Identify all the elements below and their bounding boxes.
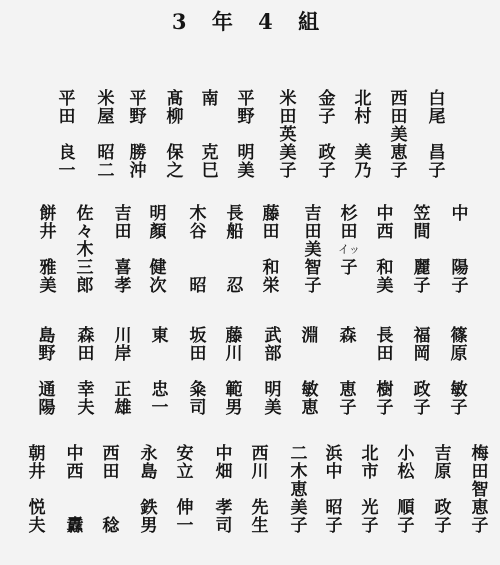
- name-character: 川: [251, 462, 269, 482]
- student-name: [30, 327, 64, 417]
- student-name: [207, 445, 241, 535]
- student-name: [389, 445, 423, 535]
- name-character: 纛: [66, 516, 84, 536]
- name-character: 北: [354, 89, 372, 109]
- name-character: [58, 126, 76, 144]
- student-name: [158, 90, 192, 180]
- name-character: 忠: [151, 380, 169, 400]
- name-character: 健: [149, 258, 167, 278]
- name-character: 一: [151, 398, 169, 418]
- name-character: [264, 363, 282, 381]
- name-character: 智: [304, 258, 322, 278]
- name-character: [354, 126, 372, 144]
- name-character: 川: [225, 344, 243, 364]
- name-character: 田: [58, 107, 76, 127]
- name-character: [413, 363, 431, 381]
- name-character: [301, 363, 319, 381]
- name-character: 笠: [413, 204, 431, 224]
- name-character: [166, 126, 184, 144]
- student-name: [69, 327, 103, 417]
- student-name: [141, 205, 175, 295]
- name-character: 美: [264, 398, 282, 418]
- name-character: 北: [361, 444, 379, 464]
- name-character: 男: [225, 398, 243, 418]
- name-character: 良: [58, 143, 76, 163]
- name-character: 陽: [451, 258, 469, 278]
- name-character: 子: [450, 398, 468, 418]
- name-character: [38, 363, 56, 381]
- name-character: 伸: [176, 498, 194, 518]
- name-character: 子: [290, 516, 308, 536]
- name-character: 美: [304, 240, 322, 260]
- name-character: 々: [76, 222, 94, 242]
- name-character: 子: [279, 161, 297, 181]
- student-name: [58, 445, 92, 535]
- name-character: [151, 345, 169, 363]
- name-character: [140, 481, 158, 499]
- name-character: 子: [340, 258, 358, 278]
- name-character: [376, 241, 394, 259]
- name-character: 畑: [215, 462, 233, 482]
- name-character: 沖: [129, 161, 147, 181]
- name-character: [114, 241, 132, 259]
- name-character: 敏: [450, 380, 468, 400]
- student-name: [94, 445, 128, 535]
- name-character: 原: [434, 462, 452, 482]
- name-character: [66, 481, 84, 499]
- name-character: [339, 345, 357, 363]
- name-character: 恵: [390, 143, 408, 163]
- student-name: [368, 327, 402, 417]
- name-character: 長: [226, 204, 244, 224]
- student-name: [332, 205, 366, 295]
- name-character: 巳: [201, 161, 219, 181]
- name-character: 三: [76, 258, 94, 278]
- name-character: 子: [413, 398, 431, 418]
- name-character: 勝: [129, 143, 147, 163]
- student-name: [218, 205, 252, 295]
- name-character: [339, 363, 357, 381]
- name-character: 藤: [262, 204, 280, 224]
- name-character: 中: [66, 444, 84, 464]
- name-character: [149, 241, 167, 259]
- student-name: [331, 327, 365, 417]
- name-character: 子: [413, 276, 431, 296]
- name-character: 子: [376, 398, 394, 418]
- name-character: 佐: [76, 204, 94, 224]
- name-character: 野: [237, 107, 255, 127]
- student-name: [181, 205, 215, 295]
- name-character: 梅: [471, 444, 489, 464]
- student-row: [0, 90, 500, 210]
- name-character: 麗: [413, 258, 431, 278]
- name-character: 田: [279, 107, 297, 127]
- name-character: 政: [434, 498, 452, 518]
- name-character: 恵: [339, 380, 357, 400]
- name-character: 髙: [166, 89, 184, 109]
- student-name: [50, 90, 84, 180]
- name-character: 子: [451, 276, 469, 296]
- student-name: [317, 445, 351, 535]
- name-character: 米: [97, 89, 115, 109]
- name-character: 雅: [39, 258, 57, 278]
- name-character: 政: [413, 380, 431, 400]
- name-character: 井: [39, 222, 57, 242]
- name-character: 田: [262, 222, 280, 242]
- name-character: 克: [201, 143, 219, 163]
- student-name: [296, 205, 330, 295]
- name-character: [28, 481, 46, 499]
- name-character: [237, 126, 255, 144]
- student-name: [143, 327, 177, 417]
- name-character: 福: [413, 326, 431, 346]
- name-character: 司: [215, 516, 233, 536]
- student-name: [282, 445, 316, 535]
- student-name: [229, 90, 263, 180]
- name-character: 孝: [215, 498, 233, 518]
- name-character: [102, 499, 120, 517]
- name-character: 通: [38, 380, 56, 400]
- name-character: 野: [129, 107, 147, 127]
- name-character: [413, 241, 431, 259]
- name-character: 子: [361, 516, 379, 536]
- name-character: 木: [189, 204, 207, 224]
- name-character: [428, 126, 446, 144]
- name-character: 明: [237, 143, 255, 163]
- name-character: 中: [376, 204, 394, 224]
- name-character: 子: [434, 516, 452, 536]
- name-character: 恵: [290, 480, 308, 500]
- name-character: 恵: [301, 398, 319, 418]
- name-character: 子: [339, 398, 357, 418]
- name-character: 子: [390, 161, 408, 181]
- student-name: [121, 90, 155, 180]
- name-character: 田: [77, 344, 95, 364]
- name-character: 尾: [428, 107, 446, 127]
- name-character: 夫: [28, 516, 46, 536]
- name-character: 岡: [413, 344, 431, 364]
- name-character: 松: [397, 462, 415, 482]
- name-character: 平: [237, 89, 255, 109]
- name-character: 安: [176, 444, 194, 464]
- name-character: 栄: [262, 276, 280, 296]
- name-character: 平: [129, 89, 147, 109]
- name-character: 悦: [28, 498, 46, 518]
- student-name: [405, 205, 439, 295]
- name-character: 西: [251, 444, 269, 464]
- name-character: [176, 481, 194, 499]
- name-character: 船: [226, 222, 244, 242]
- student-name: [271, 90, 305, 180]
- name-character: [361, 481, 379, 499]
- name-character: 智: [471, 480, 489, 500]
- name-character: 子: [304, 276, 322, 296]
- name-character: [77, 363, 95, 381]
- name-character: 美: [290, 498, 308, 518]
- name-character: 顏: [149, 222, 167, 242]
- name-character: 杉: [340, 204, 358, 224]
- name-character: 西: [376, 222, 394, 242]
- name-character: [226, 241, 244, 259]
- name-character: [215, 481, 233, 499]
- name-character: 和: [262, 258, 280, 278]
- name-character: 美: [237, 161, 255, 181]
- name-character: 田: [390, 107, 408, 127]
- name-character: [39, 241, 57, 259]
- name-character: 雄: [114, 398, 132, 418]
- name-character: [225, 363, 243, 381]
- name-character: 平: [58, 89, 76, 109]
- student-name: [293, 327, 327, 417]
- name-character: 忍: [226, 276, 244, 296]
- name-character: 小: [397, 444, 415, 464]
- name-character: [325, 481, 343, 499]
- student-name: [168, 445, 202, 535]
- student-name: [346, 90, 380, 180]
- name-character: 昭: [189, 276, 207, 296]
- student-name: [193, 90, 227, 180]
- name-character: 木: [290, 462, 308, 482]
- name-character: イッ: [338, 243, 360, 256]
- name-character: 正: [114, 380, 132, 400]
- student-name: [256, 327, 290, 417]
- name-character: 稔: [102, 516, 120, 536]
- name-character: 昭: [97, 143, 115, 163]
- name-character: 子: [318, 161, 336, 181]
- name-character: 淵: [301, 326, 319, 346]
- name-character: [97, 126, 115, 144]
- name-character: 粂: [189, 380, 207, 400]
- name-character: 鉄: [140, 498, 158, 518]
- name-character: 立: [176, 462, 194, 482]
- name-character: 美: [390, 125, 408, 145]
- name-character: 朝: [28, 444, 46, 464]
- name-character: 井: [28, 462, 46, 482]
- name-character: 田: [340, 222, 358, 242]
- name-character: 孝: [114, 276, 132, 296]
- name-character: 中: [325, 462, 343, 482]
- name-character: 喜: [114, 258, 132, 278]
- name-character: 吉: [114, 204, 132, 224]
- name-character: 司: [189, 398, 207, 418]
- name-character: 樹: [376, 380, 394, 400]
- name-character: 先: [251, 498, 269, 518]
- name-character: 明: [264, 380, 282, 400]
- name-character: [301, 345, 319, 363]
- name-character: 之: [166, 161, 184, 181]
- name-character: 一: [58, 161, 76, 181]
- name-character: 子: [428, 161, 446, 181]
- name-character: [397, 481, 415, 499]
- student-name: [31, 205, 65, 295]
- name-character: 明: [149, 204, 167, 224]
- name-character: 和: [376, 258, 394, 278]
- student-name: [132, 445, 166, 535]
- name-character: 吉: [304, 204, 322, 224]
- student-name: [443, 205, 477, 295]
- name-character: 東: [151, 326, 169, 346]
- name-character: [226, 259, 244, 277]
- name-character: 子: [325, 516, 343, 536]
- name-character: 長: [376, 326, 394, 346]
- student-name: [106, 327, 140, 417]
- student-name: [217, 327, 251, 417]
- name-character: [189, 363, 207, 381]
- name-character: 浜: [325, 444, 343, 464]
- name-character: 中: [215, 444, 233, 464]
- name-character: 順: [397, 498, 415, 518]
- name-character: 部: [264, 344, 282, 364]
- name-character: 子: [471, 516, 489, 536]
- name-character: 美: [376, 276, 394, 296]
- name-character: 保: [166, 143, 184, 163]
- name-character: 昌: [428, 143, 446, 163]
- name-character: 田: [376, 344, 394, 364]
- name-character: 間: [413, 222, 431, 242]
- student-name: [310, 90, 344, 180]
- name-character: 金: [318, 89, 336, 109]
- student-name: [353, 445, 387, 535]
- name-character: 男: [140, 516, 158, 536]
- name-character: 篠: [450, 326, 468, 346]
- name-character: 原: [450, 344, 468, 364]
- name-character: [114, 363, 132, 381]
- name-character: 恵: [471, 498, 489, 518]
- name-character: [451, 223, 469, 241]
- name-character: [262, 241, 280, 259]
- student-name: [89, 90, 123, 180]
- name-character: 生: [251, 516, 269, 536]
- name-character: 田: [189, 344, 207, 364]
- name-character: 南: [201, 89, 219, 109]
- student-name: [368, 205, 402, 295]
- name-character: 野: [38, 344, 56, 364]
- name-character: 市: [361, 462, 379, 482]
- name-character: 次: [149, 276, 167, 296]
- name-character: [189, 241, 207, 259]
- student-row: [0, 445, 500, 565]
- student-name: [68, 205, 102, 295]
- name-character: 田: [114, 222, 132, 242]
- name-character: 夫: [77, 398, 95, 418]
- name-character: 幸: [77, 380, 95, 400]
- name-character: [201, 126, 219, 144]
- name-character: 島: [140, 462, 158, 482]
- student-name: [463, 445, 497, 535]
- name-character: 西: [390, 89, 408, 109]
- name-character: [451, 241, 469, 259]
- name-character: 屋: [97, 107, 115, 127]
- name-character: 田: [102, 462, 120, 482]
- student-row: [0, 205, 500, 325]
- name-character: 白: [428, 89, 446, 109]
- name-character: 餅: [39, 204, 57, 224]
- name-character: 乃: [354, 161, 372, 181]
- name-character: 森: [339, 326, 357, 346]
- name-character: 西: [102, 444, 120, 464]
- name-character: 中: [451, 204, 469, 224]
- name-character: 政: [318, 143, 336, 163]
- name-character: 木: [76, 240, 94, 260]
- student-name: [426, 445, 460, 535]
- name-character: 藤: [225, 326, 243, 346]
- name-character: [102, 481, 120, 499]
- name-character: [450, 363, 468, 381]
- name-character: 一: [176, 516, 194, 536]
- name-character: [434, 481, 452, 499]
- name-character: 美: [354, 143, 372, 163]
- name-character: 二: [97, 161, 115, 181]
- student-name: [405, 327, 439, 417]
- student-name: [243, 445, 277, 535]
- student-name: [420, 90, 454, 180]
- student-row: [0, 327, 500, 447]
- name-character: 郎: [76, 276, 94, 296]
- name-character: [340, 277, 358, 295]
- name-character: 美: [279, 143, 297, 163]
- name-character: [129, 126, 147, 144]
- name-character: 柳: [166, 107, 184, 127]
- name-character: 光: [361, 498, 379, 518]
- name-character: [376, 363, 394, 381]
- name-character: 米: [279, 89, 297, 109]
- student-name: [106, 205, 140, 295]
- name-character: 坂: [189, 326, 207, 346]
- name-character: 田: [304, 222, 322, 242]
- name-character: 子: [318, 107, 336, 127]
- name-character: 森: [77, 326, 95, 346]
- name-character: 子: [397, 516, 415, 536]
- name-character: [151, 363, 169, 381]
- name-character: [318, 126, 336, 144]
- name-character: 昭: [325, 498, 343, 518]
- name-character: 吉: [434, 444, 452, 464]
- student-name: [442, 327, 476, 417]
- name-character: 二: [290, 444, 308, 464]
- name-character: 川: [114, 326, 132, 346]
- class-title: 3 年 4 組: [171, 9, 329, 34]
- name-character: 村: [354, 107, 372, 127]
- name-character: 武: [264, 326, 282, 346]
- name-character: 英: [279, 125, 297, 145]
- name-character: 谷: [189, 222, 207, 242]
- name-character: 敏: [301, 380, 319, 400]
- student-name: [254, 205, 288, 295]
- name-character: 美: [39, 276, 57, 296]
- name-character: [201, 108, 219, 126]
- name-character: 田: [471, 462, 489, 482]
- student-name: [382, 90, 416, 180]
- student-name: [20, 445, 54, 535]
- name-character: 永: [140, 444, 158, 464]
- name-character: 陽: [38, 398, 56, 418]
- name-character: 範: [225, 380, 243, 400]
- student-name: [181, 327, 215, 417]
- name-character: 岸: [114, 344, 132, 364]
- name-character: 西: [66, 462, 84, 482]
- name-character: 島: [38, 326, 56, 346]
- name-character: [189, 259, 207, 277]
- name-character: [251, 481, 269, 499]
- name-character: [66, 499, 84, 517]
